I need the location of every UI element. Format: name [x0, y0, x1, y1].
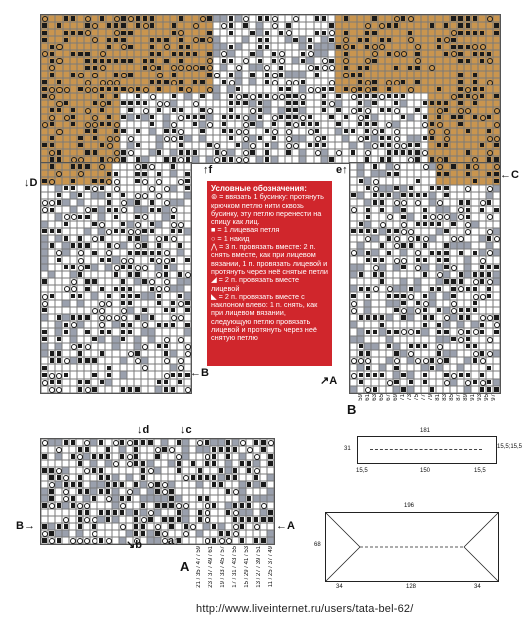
column-number: 75 [414, 394, 420, 401]
column-number: 65 [379, 394, 385, 401]
column-number: 63 [372, 394, 378, 401]
column-number: 89 [463, 394, 469, 401]
column-number: 95 [484, 394, 490, 401]
column-numbers-A: 21 / 35 / 47 / 59 23 / 37 / 49 / 61 19 / 33 / 45 / 57 17 / 31 / 43 / 55 15 / 29 / 41 / 53 13 / 27 / 39 / 51 11 / 25 / 37 / 49 [196, 546, 274, 588]
arrow-B-bottom: B→ [16, 520, 35, 532]
column-number: 81 [435, 394, 441, 401]
column-number: 85 [449, 394, 455, 401]
arrow-d: ↓d [137, 424, 150, 436]
arrow-A-bottom: ←A [276, 520, 295, 532]
chart-label-A: A [180, 559, 190, 574]
arrow-f: ↑f [203, 164, 213, 176]
arrow-e: e↑ [336, 164, 348, 176]
legend-item-2tog: ◢ = 2 п. провязать вместе лицевой [211, 275, 300, 293]
chart-right-panel [349, 162, 501, 394]
schema1-dim-mid: 150 [420, 468, 431, 474]
column-number: 93 [477, 394, 483, 401]
schema1-dim-top: 181 [420, 428, 431, 434]
schema-scarf-2 [325, 512, 499, 582]
schema2-dim-top: 196 [404, 503, 415, 509]
arrow-a: a↑ [168, 535, 180, 547]
source-url: http://www.liveinternet.ru/users/tata-bel-62/ [196, 603, 414, 615]
chart-A [40, 438, 275, 545]
column-number: 71 [400, 394, 406, 401]
schema2-dim-mid: 128 [406, 584, 417, 590]
schema2-dim-left: 34 [336, 584, 343, 590]
column-number: 67 [386, 394, 392, 401]
arrow-D: ↓D [24, 177, 38, 189]
legend-title: Условные обозначения: [211, 184, 307, 193]
legend-item-3tog: ⋀ = 3 п. провязать вместе: 2 п. снять вместе, как при лицевом вязании, 1 п. провязать лицевой и протянуть через неё снятые петли [211, 242, 328, 276]
schema1-dim-right: 15,5 [474, 468, 486, 474]
column-number: 87 [456, 394, 462, 401]
arrow-C: ←C [500, 169, 519, 181]
column-number: 73 [407, 394, 413, 401]
schema2-dim-side: 68 [314, 542, 321, 548]
column-number: 77 [421, 394, 427, 401]
legend-item-yarnover: ○ = 1 накид [211, 233, 250, 243]
chart-top-band [40, 14, 501, 164]
legend-item-knit: ■ = 1 лицевая петля [211, 225, 280, 235]
legend-item-bead: ⊚ = ввязать 1 бусинку: протянуть крючком петлю нити сквозь бусинку, эту петлю перенести на спицу как лиц. [211, 192, 324, 227]
column-numbers-B [358, 394, 500, 424]
column-number: 83 [442, 394, 448, 401]
arrow-c: ↓c [180, 424, 192, 436]
column-number: 69 [393, 394, 399, 401]
schema1-dim-left: 15,5 [356, 468, 368, 474]
chart-left-panel [40, 162, 192, 394]
column-number: 59 [358, 394, 364, 401]
legend-box [207, 181, 332, 366]
arrow-A-top: ↗A [320, 375, 338, 387]
schema2-dim-right: 34 [474, 584, 481, 590]
schema1-dim-side2: 15,5;15,5 [497, 444, 522, 450]
schema2-lines [326, 513, 498, 581]
schema1-dim-side: 31 [344, 446, 351, 452]
arrow-B-top: ←B [190, 367, 209, 379]
schema-scarf-1 [357, 436, 497, 464]
legend-item-ssk: ◣ = 2 п. провязать вместе с наклоном влево: 1 п. снять, как при лицевом вязании, следующую петлю провязать лицевой и протянуть через неё снятую петлю [211, 291, 318, 343]
column-number: 97 [491, 394, 497, 401]
column-number: 91 [470, 394, 476, 401]
arrow-b: ↘b [126, 539, 142, 551]
chart-label-B: B [347, 402, 357, 417]
column-number: 61 [365, 394, 371, 401]
column-number: 79 [428, 394, 434, 401]
